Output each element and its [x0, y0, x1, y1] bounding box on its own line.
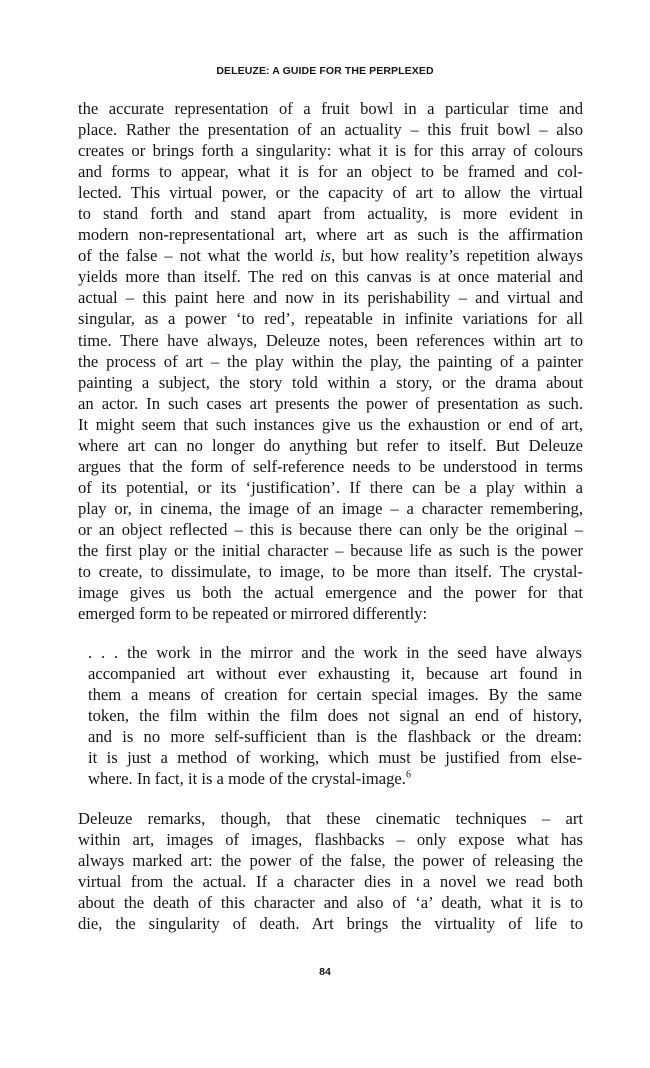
text-line: It might seem that such instances give us the exhaustion or end of art,	[78, 414, 583, 434]
text-line: die, the singularity of death. Art brings the virtuality of life to	[78, 913, 583, 933]
text-line: singular, as a power ‘to red’, repeatable in infinite variations for all	[78, 309, 583, 329]
text-segment: , but how reality’s repetition always	[331, 246, 583, 266]
text-line: or an object reflected – this is because there can only be the original –	[78, 519, 583, 539]
text-line: modern non-representational art, where art as such is the affirmation	[78, 225, 583, 245]
text-line: painting a subject, the story told within a story, or the drama about	[78, 372, 583, 392]
paragraph-2	[78, 808, 583, 934]
page-number: 84	[319, 966, 331, 978]
text-line: the first play or the initial character – because life as such is the power	[78, 540, 583, 560]
text-line: always marked art: the power of the false, the power of releasing the	[78, 850, 583, 870]
paragraph-1	[78, 98, 583, 624]
text-line: to create, to dissimulate, to image, to be more than itself. The crystal-	[78, 562, 583, 582]
quote-line: token, the film within the film does not signal an end of history,	[88, 706, 582, 726]
quote-line: and is no more self-sufficient than is the flashback or the dream:	[88, 727, 582, 747]
text-line: image gives us both the actual emergence and the power for that	[78, 583, 583, 603]
text-line: actual – this paint here and now in its perishability – and virtual and	[78, 288, 583, 308]
text-line: argues that the form of self-reference needs to be understood in terms	[78, 456, 583, 476]
text-line: lected. This virtual power, or the capacity of art to allow the virtual	[78, 183, 583, 203]
text-line: the process of art – the play within the play, the painting of a painter	[78, 351, 583, 371]
text-line: of its potential, or its ‘justification’. If there can be a play within a	[78, 477, 583, 497]
text-line: Deleuze remarks, though, that these cinematic techniques – art	[78, 808, 583, 828]
text-line: place. Rather the presentation of an actuality – this fruit bowl – also	[78, 120, 583, 140]
text-line: time. There have always, Deleuze notes, been references within art to	[78, 330, 583, 350]
text-line: about the death of this character and also of ‘a’ death, what it is to	[78, 892, 583, 912]
text-line: emerged form to be repeated or mirrored differently:	[78, 604, 428, 624]
text-segment: of the false – not what the world	[78, 246, 320, 266]
text-line: to stand forth and stand apart from actuality, is more evident in	[78, 204, 583, 224]
footnote-marker: 6	[405, 769, 411, 781]
text-segment: where. In fact, it is a mode of the crystal-image.	[88, 769, 406, 789]
quote-line: them a means of creation for certain special images. By the same	[88, 685, 582, 705]
text-line: an actor. In such cases art presents the power of presentation as such.	[78, 393, 583, 413]
text-line: within art, images of images, flashbacks – only expose what has	[78, 829, 583, 849]
quote-line: accompanied art without ever exhausting it, because art found in	[88, 664, 582, 684]
body-text	[78, 98, 583, 934]
quote-line: . . . the work in the mirror and the work in the seed have always	[88, 643, 582, 663]
text-line: creates or brings forth a singularity: what it is for this array of colours	[78, 141, 583, 161]
text-line: where art can no longer do anything but refer to itself. But Deleuze	[78, 435, 583, 455]
text-line: and forms to appear, what it is for an object to be framed and col-	[78, 162, 583, 182]
block-quote	[88, 642, 582, 789]
quote-line: it is just a method of working, which must be justified from else-	[88, 748, 582, 768]
text-line: virtual from the actual. If a character dies in a novel we read both	[78, 871, 583, 891]
quote-line	[88, 768, 582, 789]
text-line: yields more than itself. The red on this canvas is at once material and	[78, 267, 583, 287]
text-line	[78, 245, 583, 266]
italic-word: is	[319, 246, 332, 266]
text-line: play or, in cinema, the image of an image – a character remembering,	[78, 498, 583, 518]
running-head: DELEUZE: A GUIDE FOR THE PERPLEXED	[216, 65, 434, 77]
text-line: the accurate representation of a fruit bowl in a particular time and	[78, 99, 583, 118]
